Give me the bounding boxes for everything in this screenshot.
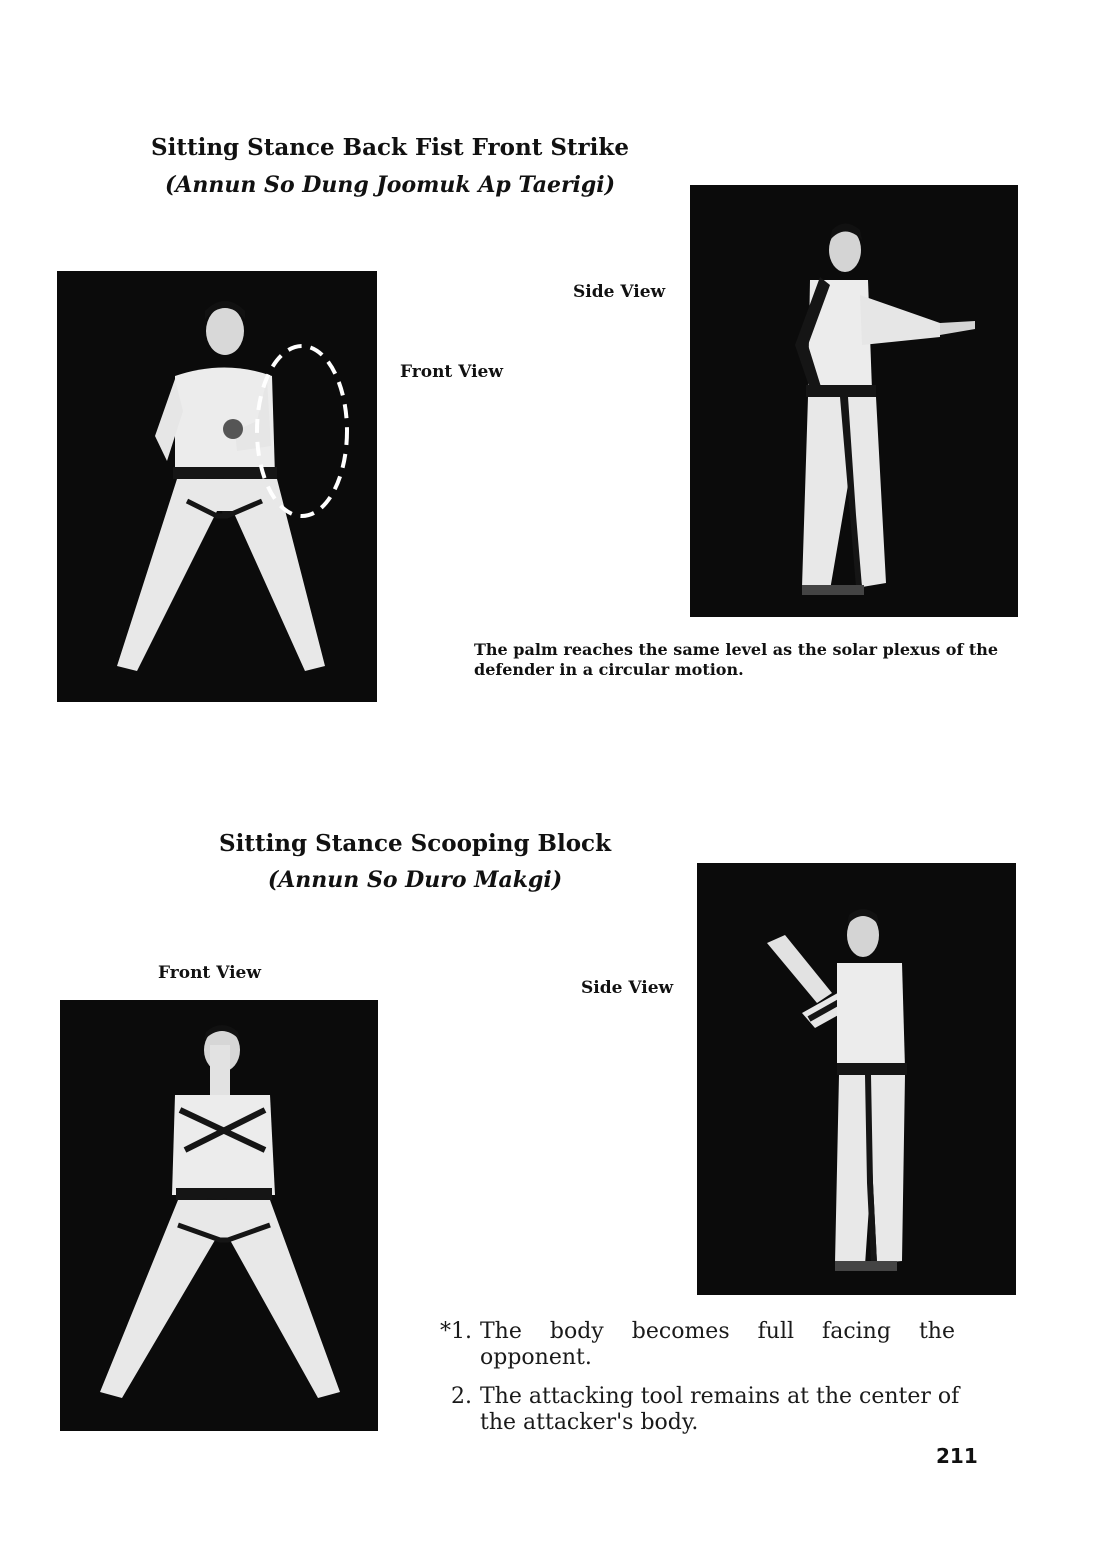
section1-side-view-photo <box>690 185 1018 617</box>
note-text: The attacking tool remains at the center of the attacker's body. <box>480 1384 960 1435</box>
section1-title: Sitting Stance Back Fist Front Strike <box>151 134 629 161</box>
section1-front-view-photo <box>57 271 377 702</box>
section1-caption: The palm reaches the same level as the solar plexus of the defender in a circular motion. <box>474 640 999 679</box>
section1-front-view-label: Front View <box>400 362 503 382</box>
section2-note-2 <box>420 1384 990 1440</box>
section2-subtitle: (Annun So Duro Makgi) <box>267 867 563 893</box>
section2-side-view-photo <box>697 863 1016 1295</box>
note-text: The body becomes full facing the opponent. <box>480 1319 955 1370</box>
section2-side-view-label: Side View <box>581 978 674 998</box>
section2-title: Sitting Stance Scooping Block <box>218 830 612 857</box>
section1-side-view-label: Side View <box>573 282 666 302</box>
note-marker: *1. <box>440 1319 472 1344</box>
section2-front-view-label: Front View <box>158 963 261 983</box>
section1-subtitle: (Annun So Dung Joomuk Ap Taerigi) <box>164 172 616 198</box>
section2-front-view-photo <box>60 1000 378 1431</box>
section2-note-1 <box>420 1319 955 1375</box>
note-marker: 2. <box>451 1384 472 1409</box>
page-number: 211 <box>936 1444 978 1468</box>
